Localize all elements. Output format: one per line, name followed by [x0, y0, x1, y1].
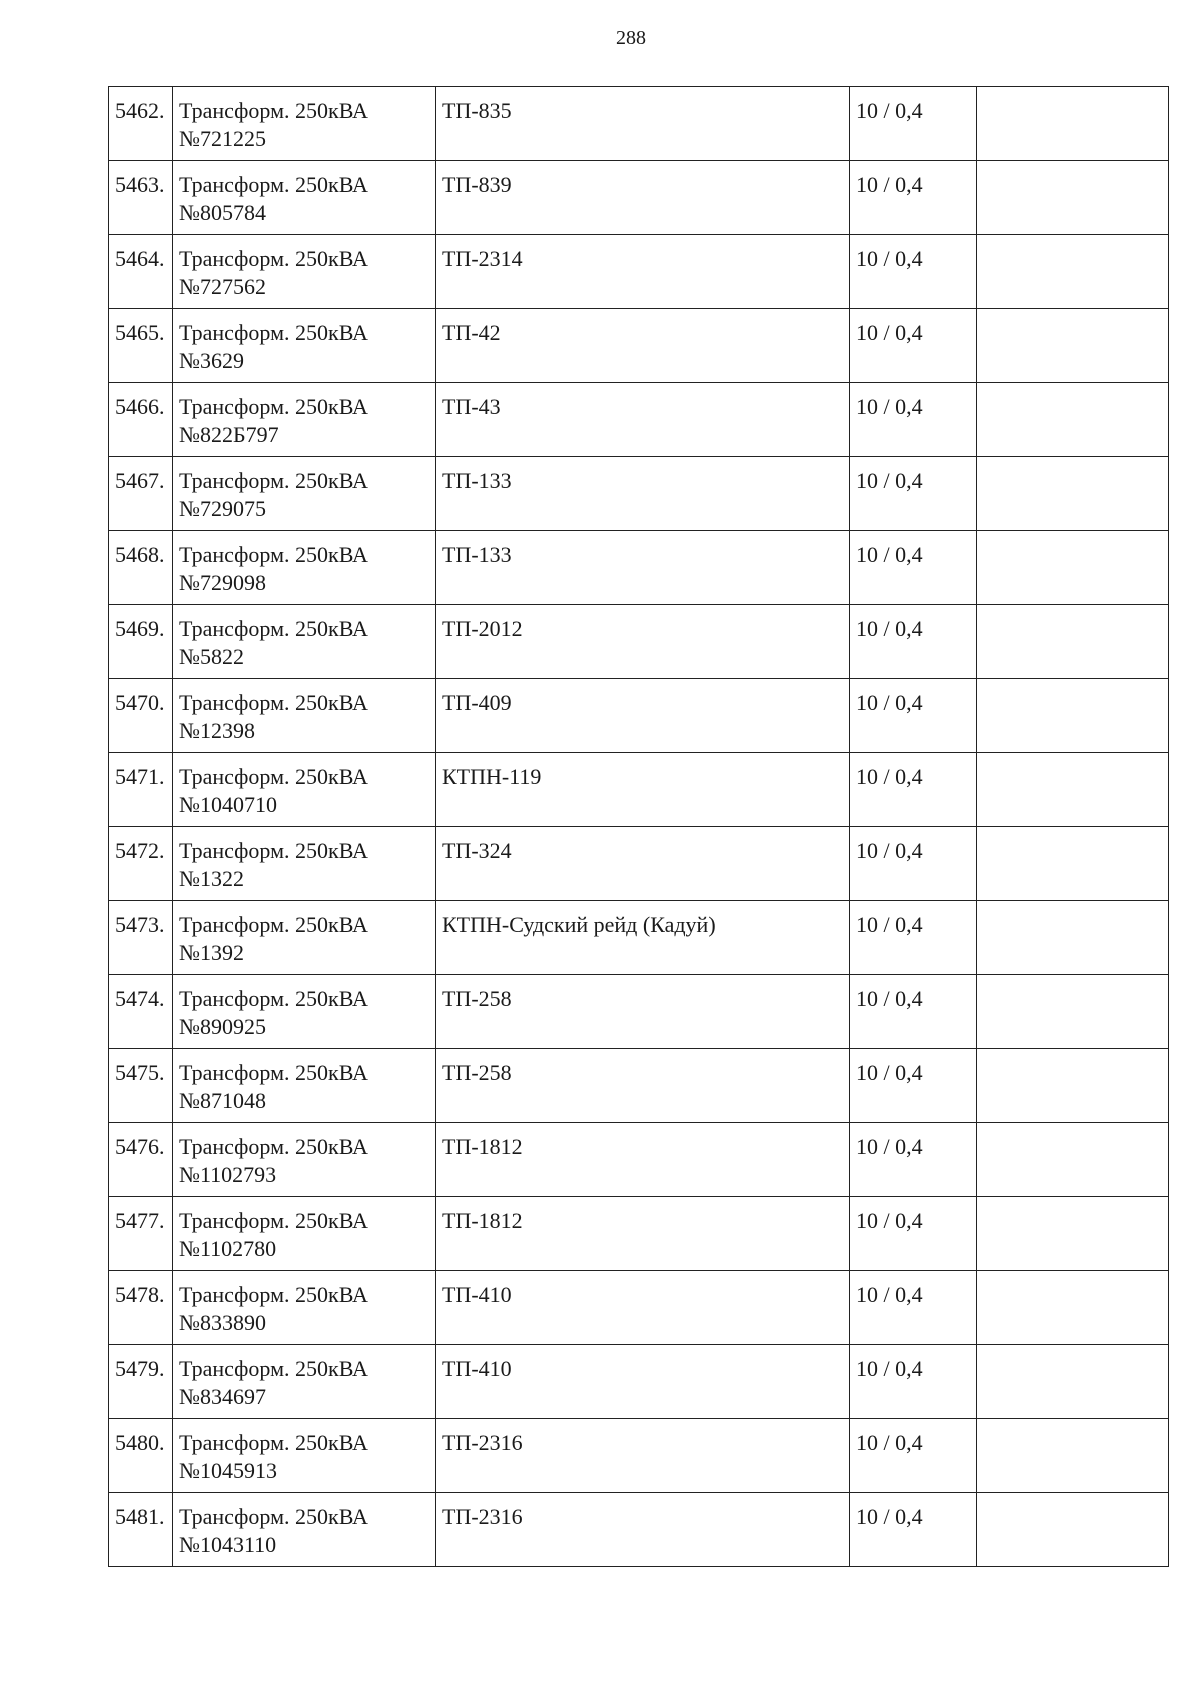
voltage-cell: 10 / 0,4 [850, 679, 977, 753]
row-number-cell: 5467. [109, 457, 173, 531]
equipment-serial: №833890 [179, 1310, 266, 1335]
row-number-cell: 5477. [109, 1197, 173, 1271]
station-cell: КТПН-Судский рейд (Кадуй) [436, 901, 850, 975]
extra-cell [977, 827, 1169, 901]
table-row [109, 827, 1169, 901]
extra-cell [977, 1197, 1169, 1271]
equipment-serial: №805784 [179, 200, 266, 225]
row-number-cell: 5472. [109, 827, 173, 901]
equipment-serial: №1043110 [179, 1532, 277, 1557]
table-body [109, 87, 1169, 1567]
station-cell: ТП-410 [436, 1345, 850, 1419]
equipment-name-cell [173, 457, 436, 531]
extra-cell [977, 309, 1169, 383]
station-cell: ТП-835 [436, 87, 850, 161]
station-cell: ТП-133 [436, 531, 850, 605]
row-number-cell: 5480. [109, 1419, 173, 1493]
extra-cell [977, 1493, 1169, 1567]
table-row [109, 1123, 1169, 1197]
equipment-name: Трансформ. 250кВА [179, 1134, 368, 1159]
equipment-name: Трансформ. 250кВА [179, 690, 368, 715]
equipment-serial: №1392 [179, 940, 244, 965]
table-row [109, 309, 1169, 383]
voltage-cell: 10 / 0,4 [850, 457, 977, 531]
voltage-cell: 10 / 0,4 [850, 827, 977, 901]
voltage-cell: 10 / 0,4 [850, 87, 977, 161]
voltage-cell: 10 / 0,4 [850, 975, 977, 1049]
station-cell: ТП-409 [436, 679, 850, 753]
equipment-serial: №834697 [179, 1384, 266, 1409]
page-number: 288 [616, 27, 646, 49]
row-number-cell: 5479. [109, 1345, 173, 1419]
voltage-cell: 10 / 0,4 [850, 1197, 977, 1271]
equipment-serial: №1040710 [179, 792, 277, 817]
voltage-cell: 10 / 0,4 [850, 1493, 977, 1567]
extra-cell [977, 383, 1169, 457]
station-cell: ТП-410 [436, 1271, 850, 1345]
table-row [109, 457, 1169, 531]
table-row [109, 1197, 1169, 1271]
voltage-cell: 10 / 0,4 [850, 1345, 977, 1419]
equipment-serial: №1322 [179, 866, 244, 891]
row-number-cell: 5471. [109, 753, 173, 827]
extra-cell [977, 531, 1169, 605]
station-cell: ТП-2316 [436, 1493, 850, 1567]
station-cell: КТПН-119 [436, 753, 850, 827]
station-cell: ТП-133 [436, 457, 850, 531]
equipment-name: Трансформ. 250кВА [179, 616, 368, 641]
equipment-name: Трансформ. 250кВА [179, 246, 368, 271]
equipment-name-cell [173, 1049, 436, 1123]
equipment-name: Трансформ. 250кВА [179, 542, 368, 567]
voltage-cell: 10 / 0,4 [850, 753, 977, 827]
row-number-cell: 5462. [109, 87, 173, 161]
equipment-name-cell [173, 1419, 436, 1493]
table-row [109, 531, 1169, 605]
table-row [109, 87, 1169, 161]
equipment-name: Трансформ. 250кВА [179, 1208, 368, 1233]
equipment-serial: №871048 [179, 1088, 266, 1113]
station-cell: ТП-258 [436, 975, 850, 1049]
equipment-name-cell [173, 309, 436, 383]
equipment-serial: №721225 [179, 126, 266, 151]
equipment-name: Трансформ. 250кВА [179, 468, 368, 493]
table-row [109, 679, 1169, 753]
equipment-name: Трансформ. 250кВА [179, 986, 368, 1011]
equipment-serial: №890925 [179, 1014, 266, 1039]
equipment-serial: №1102793 [179, 1162, 277, 1187]
equipment-serial: №822Б797 [179, 422, 279, 447]
station-cell: ТП-258 [436, 1049, 850, 1123]
row-number-cell: 5475. [109, 1049, 173, 1123]
equipment-name-cell [173, 1493, 436, 1567]
equipment-serial: №1045913 [179, 1458, 277, 1483]
extra-cell [977, 975, 1169, 1049]
station-cell: ТП-42 [436, 309, 850, 383]
equipment-serial: №729075 [179, 496, 266, 521]
equipment-name-cell [173, 161, 436, 235]
table-row [109, 753, 1169, 827]
equipment-name-cell [173, 235, 436, 309]
row-number-cell: 5470. [109, 679, 173, 753]
voltage-cell: 10 / 0,4 [850, 1049, 977, 1123]
equipment-name-cell [173, 605, 436, 679]
equipment-name-cell [173, 1345, 436, 1419]
row-number-cell: 5468. [109, 531, 173, 605]
extra-cell [977, 679, 1169, 753]
table-row [109, 1419, 1169, 1493]
row-number-cell: 5466. [109, 383, 173, 457]
equipment-name-cell [173, 827, 436, 901]
equipment-name-cell [173, 753, 436, 827]
equipment-name-cell [173, 1123, 436, 1197]
extra-cell [977, 457, 1169, 531]
extra-cell [977, 1123, 1169, 1197]
voltage-cell: 10 / 0,4 [850, 605, 977, 679]
equipment-name: Трансформ. 250кВА [179, 912, 368, 937]
extra-cell [977, 1419, 1169, 1493]
equipment-table [108, 86, 1169, 1567]
extra-cell [977, 87, 1169, 161]
table-row [109, 975, 1169, 1049]
table-row [109, 1271, 1169, 1345]
table-row [109, 383, 1169, 457]
station-cell: ТП-2314 [436, 235, 850, 309]
equipment-name-cell [173, 383, 436, 457]
table-row [109, 1049, 1169, 1123]
equipment-serial: №1102780 [179, 1236, 277, 1261]
station-cell: ТП-2316 [436, 1419, 850, 1493]
extra-cell [977, 1345, 1169, 1419]
voltage-cell: 10 / 0,4 [850, 1271, 977, 1345]
row-number-cell: 5464. [109, 235, 173, 309]
equipment-serial: №729098 [179, 570, 266, 595]
voltage-cell: 10 / 0,4 [850, 1419, 977, 1493]
voltage-cell: 10 / 0,4 [850, 161, 977, 235]
row-number-cell: 5474. [109, 975, 173, 1049]
equipment-name: Трансформ. 250кВА [179, 394, 368, 419]
extra-cell [977, 1271, 1169, 1345]
equipment-serial: №3629 [179, 348, 244, 373]
extra-cell [977, 753, 1169, 827]
equipment-name-cell [173, 531, 436, 605]
voltage-cell: 10 / 0,4 [850, 235, 977, 309]
row-number-cell: 5469. [109, 605, 173, 679]
equipment-name-cell [173, 901, 436, 975]
equipment-name: Трансформ. 250кВА [179, 1282, 368, 1307]
extra-cell [977, 901, 1169, 975]
equipment-name: Трансформ. 250кВА [179, 1504, 368, 1529]
equipment-name: Трансформ. 250кВА [179, 98, 368, 123]
equipment-name: Трансформ. 250кВА [179, 838, 368, 863]
voltage-cell: 10 / 0,4 [850, 901, 977, 975]
equipment-name: Трансформ. 250кВА [179, 1430, 368, 1455]
voltage-cell: 10 / 0,4 [850, 531, 977, 605]
extra-cell [977, 161, 1169, 235]
equipment-serial: №12398 [179, 718, 255, 743]
equipment-name: Трансформ. 250кВА [179, 764, 368, 789]
extra-cell [977, 1049, 1169, 1123]
row-number-cell: 5473. [109, 901, 173, 975]
row-number-cell: 5478. [109, 1271, 173, 1345]
equipment-name-cell [173, 679, 436, 753]
station-cell: ТП-2012 [436, 605, 850, 679]
table-row [109, 901, 1169, 975]
voltage-cell: 10 / 0,4 [850, 309, 977, 383]
row-number-cell: 5476. [109, 1123, 173, 1197]
extra-cell [977, 235, 1169, 309]
voltage-cell: 10 / 0,4 [850, 1123, 977, 1197]
voltage-cell: 10 / 0,4 [850, 383, 977, 457]
equipment-name-cell [173, 87, 436, 161]
station-cell: ТП-43 [436, 383, 850, 457]
table-row [109, 161, 1169, 235]
row-number-cell: 5465. [109, 309, 173, 383]
table-row [109, 235, 1169, 309]
station-cell: ТП-839 [436, 161, 850, 235]
table-row [109, 1345, 1169, 1419]
station-cell: ТП-1812 [436, 1123, 850, 1197]
equipment-name-cell [173, 1271, 436, 1345]
table-row [109, 605, 1169, 679]
equipment-name: Трансформ. 250кВА [179, 320, 368, 345]
equipment-serial: №5822 [179, 644, 244, 669]
table-row [109, 1493, 1169, 1567]
equipment-name: Трансформ. 250кВА [179, 1060, 368, 1085]
equipment-name-cell [173, 975, 436, 1049]
equipment-name: Трансформ. 250кВА [179, 172, 368, 197]
equipment-name: Трансформ. 250кВА [179, 1356, 368, 1381]
row-number-cell: 5481. [109, 1493, 173, 1567]
equipment-name-cell [173, 1197, 436, 1271]
extra-cell [977, 605, 1169, 679]
row-number-cell: 5463. [109, 161, 173, 235]
equipment-serial: №727562 [179, 274, 266, 299]
station-cell: ТП-1812 [436, 1197, 850, 1271]
station-cell: ТП-324 [436, 827, 850, 901]
